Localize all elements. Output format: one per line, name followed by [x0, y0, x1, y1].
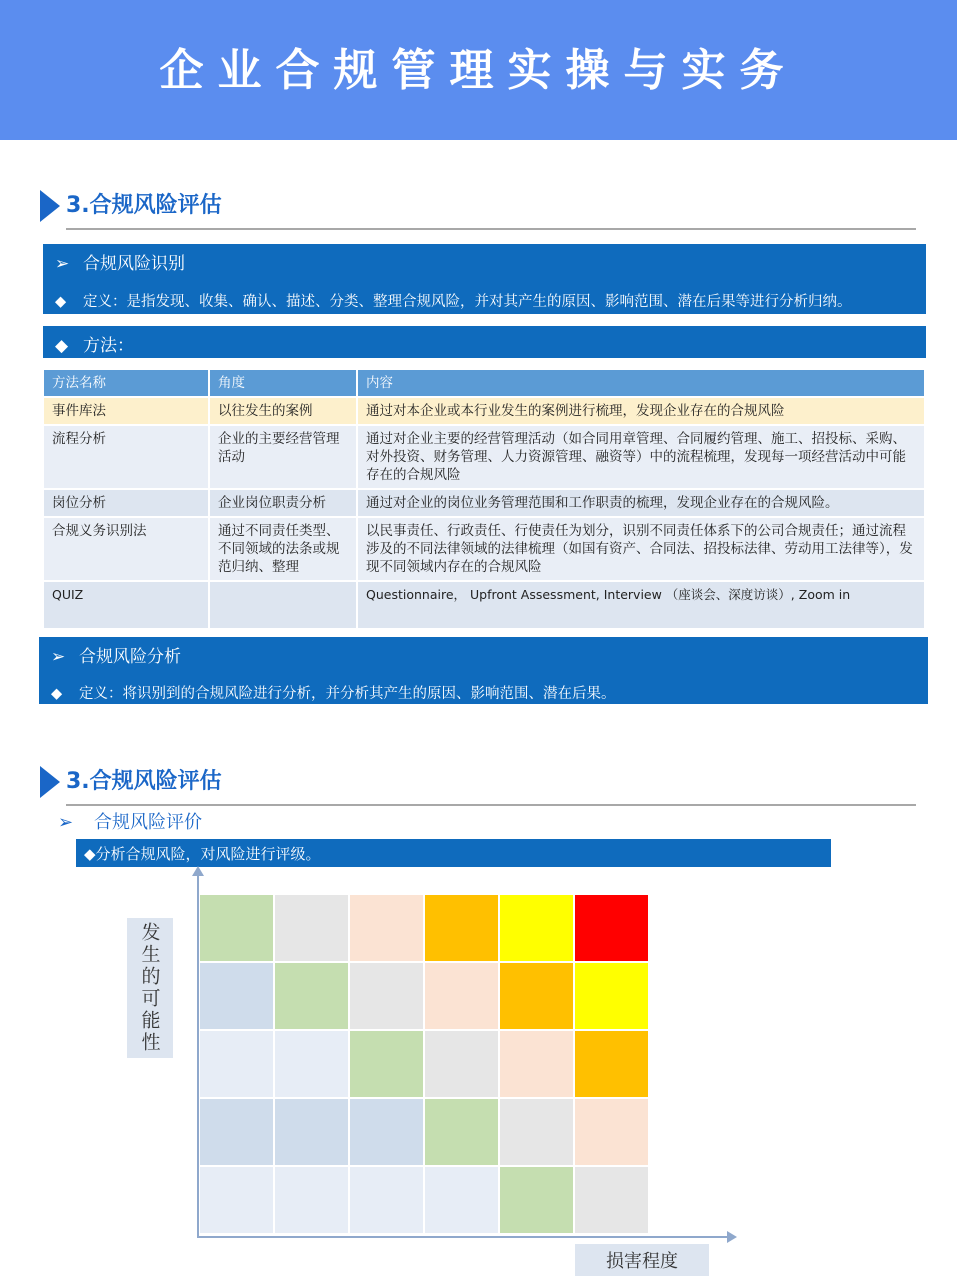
- table-cell: 以往发生的案例: [209, 397, 357, 425]
- table-cell: 企业岗位职责分析: [209, 489, 357, 517]
- identify-title: 合规风险识别: [83, 254, 185, 274]
- table-cell: 岗位分析: [43, 489, 209, 517]
- heatmap-cell: [275, 1167, 348, 1233]
- diamond-icon: ◆: [55, 294, 67, 310]
- methods-table: [42, 368, 926, 630]
- heatmap-cell: [200, 895, 273, 961]
- table-cell: Questionnaire， Upfront Assessment, Interview （座谈会、深度访谈）, Zoom in: [357, 581, 925, 629]
- table-cell: 通过对企业主要的经营管理活动（如合同用章管理、合同履约管理、施工、招投标、采购、对外投资、财务管理、人力资源管理、融资等）中的流程梳理，发现每一项经营活动中可能存在的合规风险: [357, 425, 925, 489]
- table-cell: [209, 581, 357, 629]
- heatmap-cell: [350, 1167, 423, 1233]
- heatmap-cell: [425, 1099, 498, 1165]
- heatmap-cell: [425, 1031, 498, 1097]
- heatmap-cell: [350, 1099, 423, 1165]
- heatmap-cell: [575, 1099, 648, 1165]
- evaluation-bar: [76, 839, 831, 867]
- y-axis-arrow-icon: [192, 866, 204, 876]
- evaluation-title-row: [58, 808, 202, 834]
- x-axis-label: 损害程度: [575, 1244, 709, 1276]
- diamond-icon: ◆: [84, 845, 96, 863]
- section-title: 3.合规风险评估: [66, 193, 222, 218]
- heatmap-cell: [200, 963, 273, 1029]
- triangle-icon: [40, 190, 60, 222]
- heatmap-cell: [500, 895, 573, 961]
- heatmap-cell: [425, 895, 498, 961]
- table-cell: 通过不同责任类型、不同领域的法条或规范归纳、整理: [209, 517, 357, 581]
- table-cell: 流程分析: [43, 425, 209, 489]
- table-header-row: [43, 369, 925, 397]
- arrow-icon: ➢: [51, 647, 66, 667]
- heatmap-cell: [425, 963, 498, 1029]
- triangle-icon: [40, 766, 60, 798]
- table-row: [43, 425, 925, 489]
- page-header: [0, 0, 957, 140]
- evaluation-bar-text: 分析合规风险，对风险进行评级。: [95, 845, 321, 863]
- table-cell: 企业的主要经营管理活动: [209, 425, 357, 489]
- analysis-definition: 定义：将识别到的合规风险进行分析，并分析其产生的原因、影响范围、潜在后果。: [79, 686, 616, 702]
- table-row: [43, 397, 925, 425]
- table-row: [43, 581, 925, 629]
- heatmap-cell: [200, 1099, 273, 1165]
- y-axis: [197, 872, 199, 1238]
- heatmap-cell: [425, 1167, 498, 1233]
- heatmap-cell: [200, 1031, 273, 1097]
- heatmap-cell: [575, 1167, 648, 1233]
- arrow-icon: ➢: [58, 812, 74, 833]
- col-header: 角度: [209, 369, 357, 397]
- heatmap-cell: [500, 1031, 573, 1097]
- table-row: [43, 489, 925, 517]
- divider: [66, 804, 916, 806]
- x-axis: [197, 1236, 727, 1238]
- page-title: 企业合规管理实操与实务: [159, 45, 798, 96]
- section-heading-1: [40, 186, 916, 230]
- divider: [66, 228, 916, 230]
- heatmap-cell: [275, 1099, 348, 1165]
- heatmap-cell: [350, 895, 423, 961]
- heatmap-cell: [350, 1031, 423, 1097]
- section-title: 3.合规风险评估: [66, 769, 222, 794]
- analysis-title: 合规风险分析: [79, 647, 181, 667]
- heatmap-cell: [275, 963, 348, 1029]
- section-heading-2: [40, 762, 916, 806]
- heatmap-cell: [575, 895, 648, 961]
- heatmap-cell: [275, 895, 348, 961]
- table-cell: QUIZ: [43, 581, 209, 629]
- table-cell: 以民事责任、行政责任、行使责任为划分，识别不同责任体系下的公司合规责任；通过流程涉及的不同法律领域的法律梳理（如国有资产、合同法、招投标法律、劳动用工法律等），发现不同领域内存在的合规风险: [357, 517, 925, 581]
- y-axis-label: 发生的可能性: [127, 918, 173, 1058]
- method-box: [43, 326, 926, 358]
- diamond-icon: ◆: [55, 336, 69, 356]
- table-cell: 事件库法: [43, 397, 209, 425]
- arrow-icon: ➢: [55, 254, 70, 274]
- table-cell: 通过对本企业或本行业发生的案例进行梳理，发现企业存在的合规风险: [357, 397, 925, 425]
- heatmap-cell: [275, 1031, 348, 1097]
- table-cell: 合规义务识别法: [43, 517, 209, 581]
- col-header: 内容: [357, 369, 925, 397]
- diamond-icon: ◆: [51, 686, 63, 702]
- heatmap-cell: [500, 1099, 573, 1165]
- heatmap-cell: [500, 963, 573, 1029]
- table-row: [43, 517, 925, 581]
- heatmap-cell: [200, 1167, 273, 1233]
- x-axis-arrow-icon: [727, 1231, 737, 1243]
- heatmap-cell: [575, 1031, 648, 1097]
- evaluation-title: 合规风险评价: [94, 812, 202, 833]
- table-cell: 通过对企业的岗位业务管理范围和工作职责的梳理，发现企业存在的合规风险。: [357, 489, 925, 517]
- heatmap-cell: [500, 1167, 573, 1233]
- risk-analysis-box: [39, 637, 928, 704]
- method-label: 方法：: [83, 336, 134, 356]
- risk-identify-box: [43, 244, 926, 314]
- heatmap-cell: [350, 963, 423, 1029]
- col-header: 方法名称: [43, 369, 209, 397]
- identify-definition: 定义：是指发现、收集、确认、描述、分类、整理合规风险，并对其产生的原因、影响范围、潜在后果等进行分析归纳。: [83, 294, 852, 310]
- heatmap-cell: [575, 963, 648, 1029]
